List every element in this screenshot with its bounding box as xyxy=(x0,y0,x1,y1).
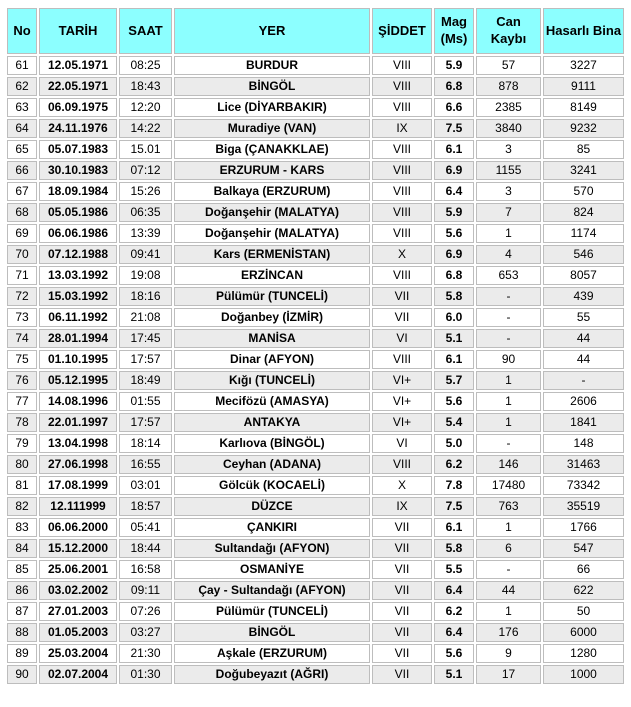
cell-damaged-buildings: 9111 xyxy=(543,77,624,96)
cell-magnitude: 6.0 xyxy=(434,308,474,327)
cell-magnitude: 5.5 xyxy=(434,560,474,579)
cell-place: Doğanbey (İZMİR) xyxy=(174,308,370,327)
cell-intensity: VI+ xyxy=(372,413,432,432)
cell-damaged-buildings: 547 xyxy=(543,539,624,558)
cell-date: 28.01.1994 xyxy=(39,329,117,348)
table-row xyxy=(7,77,624,96)
cell-date: 13.04.1998 xyxy=(39,434,117,453)
cell-time: 07:26 xyxy=(119,602,172,621)
cell-intensity: VI+ xyxy=(372,371,432,390)
cell-no: 78 xyxy=(7,413,37,432)
cell-casualties: 653 xyxy=(476,266,541,285)
table-row xyxy=(7,476,624,495)
cell-date: 15.12.2000 xyxy=(39,539,117,558)
cell-damaged-buildings: 8149 xyxy=(543,98,624,117)
cell-casualties: 17480 xyxy=(476,476,541,495)
cell-damaged-buildings: 439 xyxy=(543,287,624,306)
table-row xyxy=(7,329,624,348)
cell-magnitude: 5.7 xyxy=(434,371,474,390)
cell-intensity: VI+ xyxy=(372,392,432,411)
cell-damaged-buildings: 1841 xyxy=(543,413,624,432)
cell-intensity: IX xyxy=(372,119,432,138)
cell-intensity: VIII xyxy=(372,182,432,201)
table-row xyxy=(7,245,624,264)
cell-casualties: 146 xyxy=(476,455,541,474)
cell-no: 88 xyxy=(7,623,37,642)
cell-damaged-buildings: 824 xyxy=(543,203,624,222)
table-row xyxy=(7,560,624,579)
cell-time: 03:01 xyxy=(119,476,172,495)
cell-magnitude: 5.8 xyxy=(434,539,474,558)
cell-no: 87 xyxy=(7,602,37,621)
cell-no: 71 xyxy=(7,266,37,285)
cell-intensity: VII xyxy=(372,518,432,537)
cell-date: 30.10.1983 xyxy=(39,161,117,180)
col-header-time: SAAT xyxy=(119,8,172,54)
cell-place: MANİSA xyxy=(174,329,370,348)
col-header-casualties: Can Kaybı xyxy=(476,8,541,54)
cell-casualties: 9 xyxy=(476,644,541,663)
cell-time: 18:16 xyxy=(119,287,172,306)
cell-magnitude: 5.0 xyxy=(434,434,474,453)
cell-intensity: VII xyxy=(372,539,432,558)
cell-magnitude: 6.2 xyxy=(434,455,474,474)
table-row xyxy=(7,371,624,390)
cell-damaged-buildings: 66 xyxy=(543,560,624,579)
table-row xyxy=(7,98,624,117)
cell-time: 15:26 xyxy=(119,182,172,201)
cell-date: 03.02.2002 xyxy=(39,581,117,600)
cell-casualties: 763 xyxy=(476,497,541,516)
cell-intensity: VII xyxy=(372,644,432,663)
cell-place: Doğanşehir (MALATYA) xyxy=(174,224,370,243)
cell-no: 61 xyxy=(7,56,37,75)
cell-casualties: 6 xyxy=(476,539,541,558)
col-header-magnitude: Mag (Ms) xyxy=(434,8,474,54)
cell-intensity: VIII xyxy=(372,224,432,243)
cell-time: 15.01 xyxy=(119,140,172,159)
cell-damaged-buildings: 148 xyxy=(543,434,624,453)
cell-intensity: VII xyxy=(372,308,432,327)
cell-no: 85 xyxy=(7,560,37,579)
cell-no: 79 xyxy=(7,434,37,453)
cell-time: 16:58 xyxy=(119,560,172,579)
cell-date: 06.06.2000 xyxy=(39,518,117,537)
cell-place: DÜZCE xyxy=(174,497,370,516)
cell-no: 74 xyxy=(7,329,37,348)
table-row xyxy=(7,350,624,369)
cell-magnitude: 5.9 xyxy=(434,56,474,75)
cell-date: 24.11.1976 xyxy=(39,119,117,138)
cell-magnitude: 6.4 xyxy=(434,623,474,642)
table-row xyxy=(7,203,624,222)
cell-time: 17:45 xyxy=(119,329,172,348)
table-row xyxy=(7,392,624,411)
cell-intensity: VI xyxy=(372,434,432,453)
cell-place: Dinar (AFYON) xyxy=(174,350,370,369)
cell-time: 18:14 xyxy=(119,434,172,453)
cell-place: Doğanşehir (MALATYA) xyxy=(174,203,370,222)
table-row xyxy=(7,161,624,180)
cell-no: 81 xyxy=(7,476,37,495)
cell-date: 12.05.1971 xyxy=(39,56,117,75)
cell-damaged-buildings: 3227 xyxy=(543,56,624,75)
cell-date: 05.12.1995 xyxy=(39,371,117,390)
cell-time: 01:30 xyxy=(119,665,172,684)
table-row xyxy=(7,56,624,75)
cell-place: Biga (ÇANAKKLAE) xyxy=(174,140,370,159)
cell-casualties: 1 xyxy=(476,602,541,621)
cell-intensity: VIII xyxy=(372,350,432,369)
earthquake-table xyxy=(5,6,626,686)
cell-no: 86 xyxy=(7,581,37,600)
cell-damaged-buildings: 2606 xyxy=(543,392,624,411)
cell-place: Kığı (TUNCELİ) xyxy=(174,371,370,390)
table-row xyxy=(7,518,624,537)
cell-date: 15.03.1992 xyxy=(39,287,117,306)
cell-date: 27.06.1998 xyxy=(39,455,117,474)
cell-damaged-buildings: 1280 xyxy=(543,644,624,663)
cell-casualties: 17 xyxy=(476,665,541,684)
cell-damaged-buildings: 6000 xyxy=(543,623,624,642)
cell-place: Muradiye (VAN) xyxy=(174,119,370,138)
cell-damaged-buildings: 3241 xyxy=(543,161,624,180)
cell-damaged-buildings: 1000 xyxy=(543,665,624,684)
cell-casualties: 3 xyxy=(476,140,541,159)
cell-intensity: IX xyxy=(372,497,432,516)
cell-time: 01:55 xyxy=(119,392,172,411)
table-row xyxy=(7,224,624,243)
cell-casualties: 1155 xyxy=(476,161,541,180)
cell-magnitude: 5.8 xyxy=(434,287,474,306)
cell-casualties: 90 xyxy=(476,350,541,369)
cell-intensity: VIII xyxy=(372,203,432,222)
cell-date: 01.10.1995 xyxy=(39,350,117,369)
cell-casualties: 3840 xyxy=(476,119,541,138)
cell-magnitude: 5.6 xyxy=(434,644,474,663)
cell-damaged-buildings: 9232 xyxy=(543,119,624,138)
cell-damaged-buildings: 8057 xyxy=(543,266,624,285)
cell-date: 06.06.1986 xyxy=(39,224,117,243)
cell-magnitude: 6.4 xyxy=(434,182,474,201)
cell-magnitude: 6.1 xyxy=(434,518,474,537)
cell-magnitude: 6.2 xyxy=(434,602,474,621)
cell-place: Mecifözü (AMASYA) xyxy=(174,392,370,411)
cell-no: 72 xyxy=(7,287,37,306)
cell-magnitude: 7.5 xyxy=(434,497,474,516)
cell-time: 18:57 xyxy=(119,497,172,516)
cell-no: 62 xyxy=(7,77,37,96)
cell-magnitude: 6.8 xyxy=(434,266,474,285)
cell-no: 69 xyxy=(7,224,37,243)
cell-intensity: VIII xyxy=(372,98,432,117)
table-row xyxy=(7,140,624,159)
cell-intensity: VII xyxy=(372,287,432,306)
cell-intensity: VIII xyxy=(372,455,432,474)
col-header-date: TARİH xyxy=(39,8,117,54)
cell-casualties: 1 xyxy=(476,224,541,243)
cell-place: Pülümür (TUNCELİ) xyxy=(174,602,370,621)
cell-no: 83 xyxy=(7,518,37,537)
cell-casualties: - xyxy=(476,287,541,306)
cell-place: Karlıova (BİNGÖL) xyxy=(174,434,370,453)
table-row xyxy=(7,455,624,474)
cell-magnitude: 7.5 xyxy=(434,119,474,138)
cell-date: 22.01.1997 xyxy=(39,413,117,432)
cell-no: 80 xyxy=(7,455,37,474)
cell-no: 73 xyxy=(7,308,37,327)
cell-no: 63 xyxy=(7,98,37,117)
cell-time: 12:20 xyxy=(119,98,172,117)
cell-date: 05.05.1986 xyxy=(39,203,117,222)
cell-casualties: 4 xyxy=(476,245,541,264)
cell-casualties: 878 xyxy=(476,77,541,96)
table-row xyxy=(7,434,624,453)
table-head xyxy=(7,8,624,54)
cell-time: 18:44 xyxy=(119,539,172,558)
cell-intensity: VIII xyxy=(372,56,432,75)
cell-intensity: VII xyxy=(372,581,432,600)
cell-casualties: 1 xyxy=(476,392,541,411)
cell-magnitude: 6.9 xyxy=(434,161,474,180)
cell-intensity: VII xyxy=(372,623,432,642)
cell-place: Sultandağı (AFYON) xyxy=(174,539,370,558)
cell-date: 27.01.2003 xyxy=(39,602,117,621)
cell-no: 67 xyxy=(7,182,37,201)
cell-damaged-buildings: 85 xyxy=(543,140,624,159)
cell-time: 19:08 xyxy=(119,266,172,285)
cell-intensity: VIII xyxy=(372,140,432,159)
cell-damaged-buildings: 1174 xyxy=(543,224,624,243)
cell-no: 89 xyxy=(7,644,37,663)
cell-magnitude: 6.4 xyxy=(434,581,474,600)
cell-time: 17:57 xyxy=(119,350,172,369)
cell-time: 07:12 xyxy=(119,161,172,180)
cell-no: 90 xyxy=(7,665,37,684)
cell-place: ÇANKIRI xyxy=(174,518,370,537)
cell-casualties: 1 xyxy=(476,413,541,432)
table-row xyxy=(7,665,624,684)
cell-damaged-buildings: - xyxy=(543,371,624,390)
cell-no: 84 xyxy=(7,539,37,558)
cell-date: 12.111999 xyxy=(39,497,117,516)
cell-date: 14.08.1996 xyxy=(39,392,117,411)
col-header-intensity: ŞİDDET xyxy=(372,8,432,54)
cell-magnitude: 6.1 xyxy=(434,350,474,369)
header-row xyxy=(7,8,624,54)
cell-place: OSMANİYE xyxy=(174,560,370,579)
cell-intensity: VI xyxy=(372,329,432,348)
cell-place: Lice (DİYARBAKIR) xyxy=(174,98,370,117)
cell-magnitude: 5.9 xyxy=(434,203,474,222)
table-body xyxy=(7,56,624,684)
cell-date: 22.05.1971 xyxy=(39,77,117,96)
cell-magnitude: 5.6 xyxy=(434,392,474,411)
cell-no: 82 xyxy=(7,497,37,516)
cell-place: Gölcük (KOCAELİ) xyxy=(174,476,370,495)
cell-no: 65 xyxy=(7,140,37,159)
cell-casualties: - xyxy=(476,308,541,327)
cell-no: 70 xyxy=(7,245,37,264)
cell-time: 17:57 xyxy=(119,413,172,432)
cell-place: Doğubeyazıt (AĞRI) xyxy=(174,665,370,684)
cell-intensity: X xyxy=(372,245,432,264)
table-row xyxy=(7,602,624,621)
cell-place: BURDUR xyxy=(174,56,370,75)
cell-date: 06.09.1975 xyxy=(39,98,117,117)
cell-intensity: VII xyxy=(372,560,432,579)
cell-date: 17.08.1999 xyxy=(39,476,117,495)
cell-place: ERZİNCAN xyxy=(174,266,370,285)
cell-time: 21:30 xyxy=(119,644,172,663)
cell-magnitude: 5.1 xyxy=(434,329,474,348)
cell-damaged-buildings: 31463 xyxy=(543,455,624,474)
cell-place: Ceyhan (ADANA) xyxy=(174,455,370,474)
cell-damaged-buildings: 570 xyxy=(543,182,624,201)
cell-place: BİNGÖL xyxy=(174,623,370,642)
table-row xyxy=(7,581,624,600)
cell-place: ERZURUM - KARS xyxy=(174,161,370,180)
cell-place: Aşkale (ERZURUM) xyxy=(174,644,370,663)
cell-no: 66 xyxy=(7,161,37,180)
cell-casualties: - xyxy=(476,434,541,453)
cell-damaged-buildings: 622 xyxy=(543,581,624,600)
table-row xyxy=(7,308,624,327)
cell-casualties: - xyxy=(476,329,541,348)
col-header-no: No xyxy=(7,8,37,54)
cell-time: 05:41 xyxy=(119,518,172,537)
cell-casualties: 44 xyxy=(476,581,541,600)
cell-place: ANTAKYA xyxy=(174,413,370,432)
cell-place: Kars (ERMENİSTAN) xyxy=(174,245,370,264)
cell-no: 64 xyxy=(7,119,37,138)
cell-damaged-buildings: 55 xyxy=(543,308,624,327)
cell-date: 13.03.1992 xyxy=(39,266,117,285)
cell-intensity: X xyxy=(372,476,432,495)
cell-damaged-buildings: 1766 xyxy=(543,518,624,537)
cell-place: Çay - Sultandağı (AFYON) xyxy=(174,581,370,600)
cell-casualties: 7 xyxy=(476,203,541,222)
cell-date: 07.12.1988 xyxy=(39,245,117,264)
cell-time: 09:11 xyxy=(119,581,172,600)
cell-date: 01.05.2003 xyxy=(39,623,117,642)
table-row xyxy=(7,497,624,516)
cell-damaged-buildings: 50 xyxy=(543,602,624,621)
cell-time: 09:41 xyxy=(119,245,172,264)
cell-time: 21:08 xyxy=(119,308,172,327)
table-row xyxy=(7,644,624,663)
cell-damaged-buildings: 73342 xyxy=(543,476,624,495)
cell-place: BİNGÖL xyxy=(174,77,370,96)
cell-date: 25.06.2001 xyxy=(39,560,117,579)
cell-casualties: 3 xyxy=(476,182,541,201)
cell-place: Balkaya (ERZURUM) xyxy=(174,182,370,201)
cell-magnitude: 6.9 xyxy=(434,245,474,264)
cell-time: 16:55 xyxy=(119,455,172,474)
cell-date: 02.07.2004 xyxy=(39,665,117,684)
col-header-place: YER xyxy=(174,8,370,54)
cell-time: 06:35 xyxy=(119,203,172,222)
table-row xyxy=(7,539,624,558)
table-row xyxy=(7,623,624,642)
cell-damaged-buildings: 35519 xyxy=(543,497,624,516)
cell-intensity: VII xyxy=(372,602,432,621)
cell-intensity: VIII xyxy=(372,161,432,180)
col-header-damaged-buildings: Hasarlı Bina xyxy=(543,8,624,54)
cell-damaged-buildings: 44 xyxy=(543,329,624,348)
table-row xyxy=(7,119,624,138)
table-row xyxy=(7,182,624,201)
cell-no: 76 xyxy=(7,371,37,390)
cell-time: 14:22 xyxy=(119,119,172,138)
cell-casualties: 2385 xyxy=(476,98,541,117)
cell-magnitude: 7.8 xyxy=(434,476,474,495)
cell-casualties: 57 xyxy=(476,56,541,75)
cell-time: 18:49 xyxy=(119,371,172,390)
cell-magnitude: 5.4 xyxy=(434,413,474,432)
cell-date: 18.09.1984 xyxy=(39,182,117,201)
cell-intensity: VIII xyxy=(372,266,432,285)
cell-time: 13:39 xyxy=(119,224,172,243)
cell-date: 05.07.1983 xyxy=(39,140,117,159)
cell-no: 77 xyxy=(7,392,37,411)
cell-casualties: 176 xyxy=(476,623,541,642)
cell-place: Pülümür (TUNCELİ) xyxy=(174,287,370,306)
cell-date: 25.03.2004 xyxy=(39,644,117,663)
cell-magnitude: 5.6 xyxy=(434,224,474,243)
cell-casualties: 1 xyxy=(476,371,541,390)
cell-magnitude: 6.1 xyxy=(434,140,474,159)
cell-magnitude: 5.1 xyxy=(434,665,474,684)
table-row xyxy=(7,413,624,432)
cell-no: 75 xyxy=(7,350,37,369)
cell-intensity: VIII xyxy=(372,77,432,96)
cell-magnitude: 6.6 xyxy=(434,98,474,117)
cell-magnitude: 6.8 xyxy=(434,77,474,96)
cell-damaged-buildings: 546 xyxy=(543,245,624,264)
cell-casualties: - xyxy=(476,560,541,579)
cell-damaged-buildings: 44 xyxy=(543,350,624,369)
cell-date: 06.11.1992 xyxy=(39,308,117,327)
cell-time: 03:27 xyxy=(119,623,172,642)
table-row xyxy=(7,266,624,285)
cell-no: 68 xyxy=(7,203,37,222)
cell-time: 18:43 xyxy=(119,77,172,96)
cell-intensity: VII xyxy=(372,665,432,684)
cell-casualties: 1 xyxy=(476,518,541,537)
cell-time: 08:25 xyxy=(119,56,172,75)
table-row xyxy=(7,287,624,306)
